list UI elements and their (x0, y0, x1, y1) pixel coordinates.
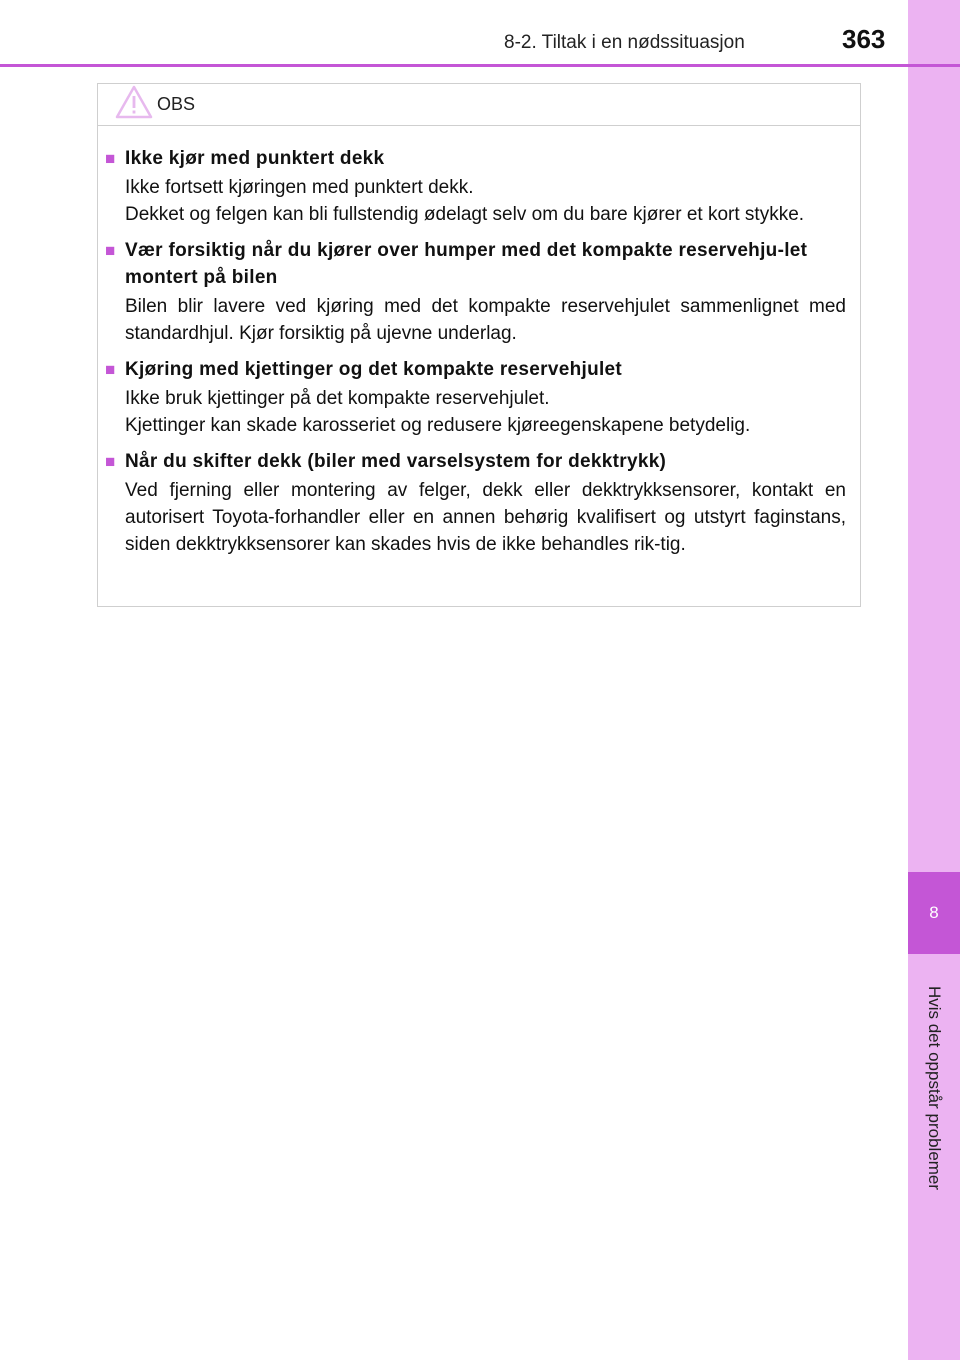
warning-item (105, 448, 846, 558)
warning-item-text: Bilen blir lavere ved kjøring med det kompakte reservehjulet sammenlignet med standardhjul. Kjør forsiktig på ujevne underlag. (125, 296, 846, 344)
square-bullet-icon: ■ (105, 149, 116, 168)
warning-box (97, 83, 861, 607)
warning-item-title: Kjøring med kjettinger og det kompakte reservehjulet (125, 359, 623, 380)
warning-item-text: Ikke bruk kjettinger på det kompakte reservehjulet. (125, 388, 550, 409)
square-bullet-icon: ■ (105, 241, 116, 260)
warning-item-title: Vær forsiktig når du kjører over humper med det kompakte reservehju-let montert på bilen (125, 240, 808, 288)
square-bullet-icon: ■ (105, 452, 116, 471)
warning-item-title: Ikke kjør med punktert dekk (125, 148, 385, 169)
warning-item-text: Dekket og felgen kan bli fullstendig ødelagt selv om du bare kjører et kort stykke. (125, 204, 805, 225)
warning-body (98, 126, 860, 558)
warning-item-text: Ved fjerning eller montering av felger, dekk eller dekktrykksensorer, kontakt en autorisert Toyota-forhandler eller en annen behørig kvalifisert og utstyrt faginstans, siden dekktrykksensorer kan skades hvis de ikke behandles rik-tig. (125, 480, 846, 555)
warning-item (105, 237, 846, 347)
warning-label: OBS (157, 94, 196, 114)
warning-header (98, 84, 860, 126)
warning-item (105, 356, 846, 439)
header-divider (0, 64, 960, 67)
section-title: 8-2. Tiltak i en nødssituasjon (504, 32, 745, 53)
warning-item-title: Når du skifter dekk (biler med varselsystem for dekktrykk) (125, 451, 667, 472)
warning-triangle-icon (98, 85, 153, 124)
chapter-title: Hvis det oppstår problemer (925, 985, 944, 1191)
square-bullet-icon: ■ (105, 360, 116, 379)
warning-item-text: Kjettinger kan skade karosseriet og redusere kjøreegenskapene betydelig. (125, 415, 751, 436)
page-number: 363 (842, 24, 886, 54)
warning-item (105, 145, 846, 228)
warning-item-text: Ikke fortsett kjøringen med punktert dekk. (125, 177, 474, 198)
chapter-number: 8 (908, 872, 960, 954)
